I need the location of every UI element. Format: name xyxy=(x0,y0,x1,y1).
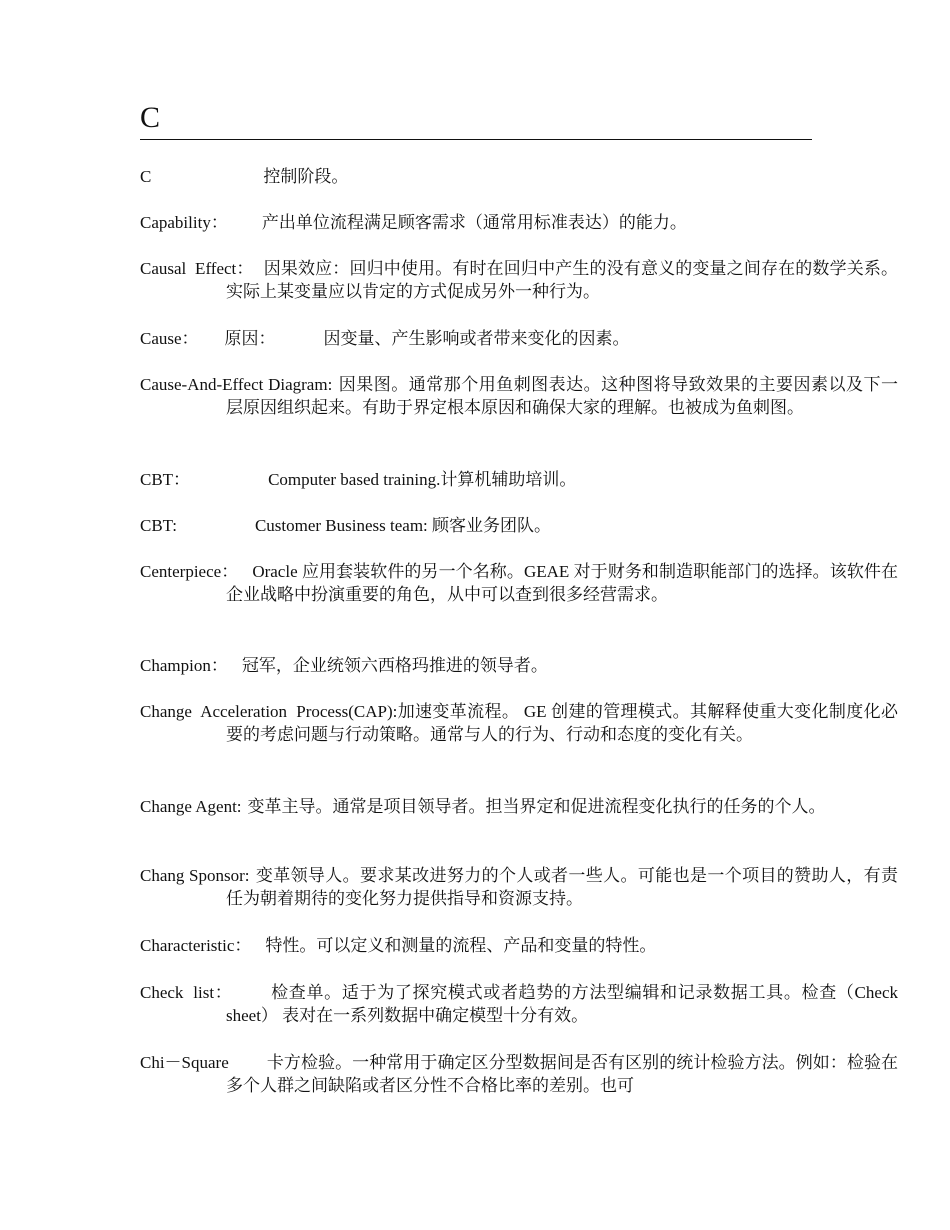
entry-term: Capability： xyxy=(140,213,228,232)
entry-term: Check list： xyxy=(140,983,233,1002)
glossary-entry xyxy=(140,165,812,188)
entry-definition: 冠军，企业统领六西格玛推进的领导者。 xyxy=(241,656,548,675)
entry-definition: 检查单。适于为了探究模式或者趋势的方法型编辑和记录数据工具。检查（Check sheet） 表对在一系列数据中确定模型十分有效。 xyxy=(226,983,898,1025)
glossary-entry xyxy=(140,981,898,1027)
glossary-entry xyxy=(140,257,898,303)
glossary-entry xyxy=(140,864,898,910)
entry-term: Characteristic： xyxy=(140,936,252,955)
entry-term: Chang Sponsor: xyxy=(140,866,250,885)
entry-definition: 变革主导。通常是项目领导者。担当界定和促进流程变化执行的任务的个人。 xyxy=(247,797,826,816)
entry-definition: 因果图。通常那个用鱼刺图表达。这种图将导致效果的主要因素以及下一层原因组织起来。有助于界定根本原因和确保大家的理解。也被成为鱼刺图。 xyxy=(226,375,898,417)
entry-definition: 特性。可以定义和测量的流程、产品和变量的特性。 xyxy=(265,936,657,955)
glossary-entry xyxy=(140,700,898,746)
entry-definition: 控制阶段。 xyxy=(263,167,349,186)
glossary-entry xyxy=(140,1051,898,1097)
glossary-entry xyxy=(140,934,812,957)
section-divider xyxy=(140,139,812,140)
entry-definition: 产出单位流程满足顾客需求（通常用标准表达）的能力。 xyxy=(261,213,687,232)
entry-term: Centerpiece： xyxy=(140,562,239,581)
entry-definition: 加速变革流程。 GE 创建的管理模式。其解释使重大变化制度化必要的考虑问题与行动策略。通常与人的行为、行动和态度的变化有关。 xyxy=(226,702,898,744)
entry-definition: 因变量、产生影响或者带来变化的因素。 xyxy=(323,329,630,348)
entry-term: Change Acceleration Process(CAP): xyxy=(140,702,398,721)
entry-definition: Oracle 应用套装软件的另一个名称。GEAE 对于财务和制造职能部门的选择。该软件在企业战略中扮演重要的角色，从中可以查到很多经营需求。 xyxy=(226,562,898,604)
entry-term: Causal Effect： xyxy=(140,259,254,278)
entry-term: CBT: xyxy=(140,516,177,535)
entry-definition: 卡方检验。一种常用于确定区分型数据间是否有区别的统计检验方法。例如：检验在多个人群之间缺陷或者区分性不合格比率的差别。也可 xyxy=(226,1053,898,1095)
glossary-entry xyxy=(140,795,898,818)
entry-subterm: 原因： xyxy=(224,329,276,348)
glossary-entry xyxy=(140,560,898,606)
entry-definition: Customer Business team: 顾客业务团队。 xyxy=(254,516,552,535)
glossary-entry xyxy=(140,514,812,537)
entry-term: CBT： xyxy=(140,470,191,489)
glossary-entry xyxy=(140,373,898,419)
glossary-entry xyxy=(140,211,812,234)
glossary-entry xyxy=(140,327,812,350)
entry-definition: 变革领导人。要求某改进努力的个人或者一些人。可能也是一个项目的赞助人，有责任为朝着期待的变化努力提供指导和资源支持。 xyxy=(226,866,899,908)
section-heading: C xyxy=(140,101,161,134)
entry-definition: Computer based training.计算机辅助培训。 xyxy=(268,470,577,489)
glossary-entry xyxy=(140,654,812,677)
entry-term: Chi－Square xyxy=(140,1053,229,1072)
entry-definition: 因果效应：回归中使用。有时在回归中产生的没有意义的变量之间存在的数学关系。实际上某变量应以肯定的方式促成另外一种行为。 xyxy=(226,259,899,301)
entry-term: Cause： xyxy=(140,329,199,348)
entry-term: Champion： xyxy=(140,656,228,675)
entry-term: C xyxy=(140,167,152,186)
entry-term: Change Agent: xyxy=(140,797,242,816)
entry-term: Cause-And-Effect Diagram: xyxy=(140,375,333,394)
glossary-entry xyxy=(140,468,812,491)
